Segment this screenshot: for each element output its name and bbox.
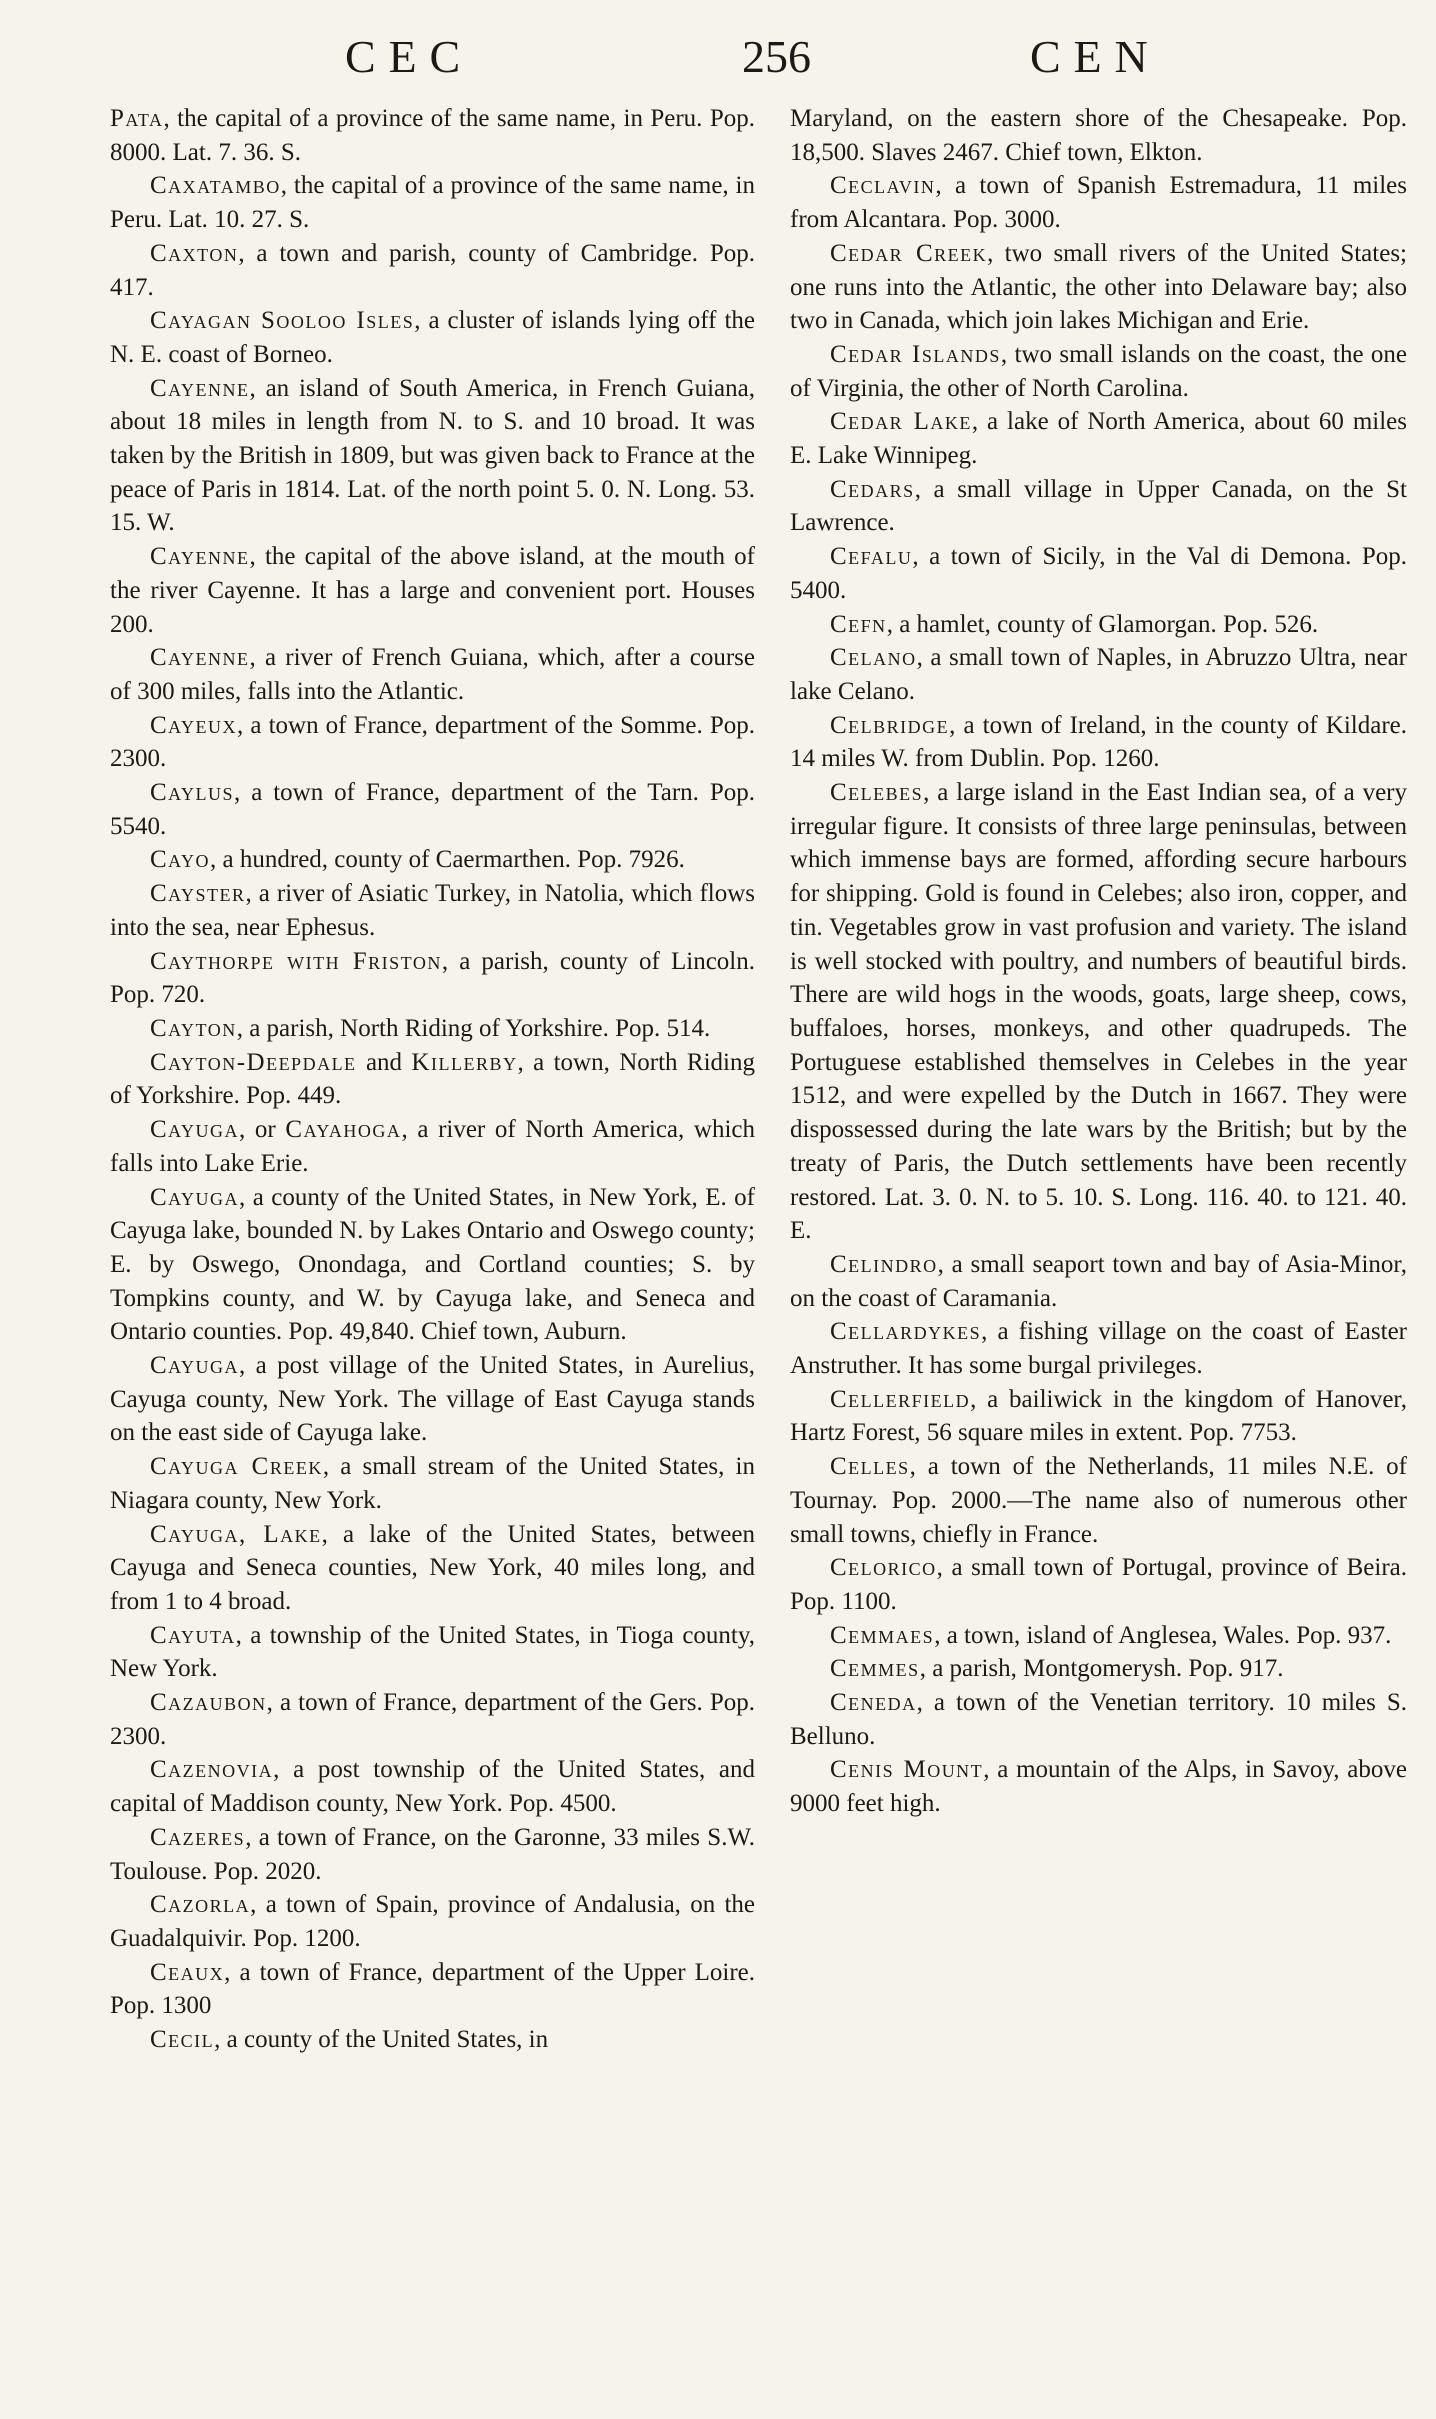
entry-text: , a small seaport town and bay of Asia-Minor, on the coast of Caramania. (790, 1250, 1407, 1312)
gazetteer-entry (110, 776, 755, 843)
gazetteer-entry (790, 641, 1407, 708)
gazetteer-entry (790, 237, 1407, 338)
entry-headword: Caxatambo (150, 172, 281, 200)
header-left-guide-word: CEC (345, 31, 474, 82)
entry-headword: Cayuga Creek (150, 1453, 323, 1481)
entry-text: Maryland, on the eastern shore of the Chesapeake. Pop. 18,500. Slaves 2467. Chief town, Elkton. (790, 105, 1407, 166)
entry-text: , a fishing village on the coast of Easter Anstruther. It has some burgal privileges. (790, 1318, 1407, 1380)
entry-text: , a town of France, department of the Tarn. Pop. 5540. (110, 779, 755, 840)
gazetteer-entry (110, 641, 755, 708)
entry-text: , a town of Spain, province of Andalusia, on the Guadalquivir. Pop. 1200. (110, 1891, 755, 1952)
entry-headword: Celindro (830, 1250, 938, 1278)
entry-headword: Cayuta (150, 1621, 236, 1649)
entry-headword: Cedar Creek (830, 239, 988, 267)
entry-headword: Cayton-Deepdale (150, 1048, 357, 1076)
gazetteer-entry (110, 169, 755, 236)
entry-headword: Celorico (830, 1554, 937, 1582)
entry-headword: Cecil (150, 2026, 215, 2054)
entry-headword: Cayster (150, 880, 246, 908)
entry-headword: Cellerfield (830, 1385, 971, 1413)
entry-headword: Cefalu (830, 543, 913, 571)
gazetteer-entry (110, 709, 755, 776)
entry-headword: Celles (830, 1453, 910, 1481)
entry-text: , a hamlet, county of Glamorgan. Pop. 526. (886, 610, 1319, 638)
entry-headword: Celebes (830, 779, 924, 807)
gazetteer-entry (790, 709, 1407, 776)
entry-headword: Celbridge (830, 711, 950, 739)
entry-text: , a town, island of Anglesea, Wales. Pop. 937. (934, 1621, 1392, 1649)
entry-text: , a town of the Venetian territory. 10 miles S. Belluno. (790, 1689, 1407, 1750)
entry-text: , a town of Sicily, in the Val di Demona. Pop. 5400. (790, 543, 1407, 604)
entry-headword: Cedars (830, 475, 915, 503)
gazetteer-entry (110, 1113, 755, 1180)
entry-text: , the capital of a province of the same name, in Peru. Pop. 8000. Lat. 7. 36. S. (110, 105, 755, 166)
entry-text: , a town and parish, county of Cambridge. Pop. 417. (110, 239, 755, 301)
entry-text: , a town of France, on the Garonne, 33 miles S.W. Toulouse. Pop. 2020. (110, 1823, 755, 1885)
gazetteer-entry (110, 945, 755, 1012)
entry-headword: Caylus (150, 779, 235, 807)
gazetteer-entry (110, 2023, 755, 2057)
entry-text: , a large island in the East Indian sea, of a very irregular figure. It consists of three large peninsulas, between which immense bays are formed, affording secure harbours for shipping. Gold is found in Celebes; also iron, copper, and tin. Vegetables grow in vast profusion and variety. The island is well stocked with poultry, and numbers of beautiful birds. There are wild hogs in the woods, goats, large sheep, cows, buffaloes, horses, monkeys, and other quadrupeds. The Portuguese established themselves in Celebes in the year 1512, and were expelled by the Dutch in 1667. They were dispossessed during the late wars by the British; but by the treaty of Paris, the Dutch settlements have been recently restored. Lat. 3. 0. N. to 5. 10. S. Long. 116. 40. to 121. 40. E. (790, 779, 1407, 1245)
entry-text: , a river of Asiatic Turkey, in Natolia, which flows into the sea, near Ephesus. (110, 880, 755, 941)
entry-text: , a parish, Montgomerysh. Pop. 917. (919, 1655, 1284, 1683)
entry-headword: Cellardykes (830, 1318, 982, 1346)
entry-text: , a bailiwick in the kingdom of Hanover, Hartz Forest, 56 square miles in extent. Pop. 7753. (790, 1385, 1407, 1447)
gazetteer-entry (110, 372, 755, 541)
gazetteer-entry (110, 237, 755, 304)
gazetteer-entry (790, 1652, 1407, 1686)
entry-text: , a parish, county of Lincoln. Pop. 720. (110, 947, 755, 1009)
gazetteer-entry (110, 1686, 755, 1753)
gazetteer-entry (790, 540, 1407, 607)
gazetteer-entry (110, 1349, 755, 1450)
entry-headword: Caxton (150, 239, 239, 267)
entry-headword: Celano (830, 644, 917, 672)
entry-headword: Cedar Lake (830, 408, 972, 436)
entry-text: , a hundred, county of Caermarthen. Pop. 7926. (210, 846, 685, 874)
entry-text: , the capital of a province of the same name, in Peru. Lat. 10. 27. S. (110, 172, 755, 234)
entry-headword: Ceneda (830, 1689, 917, 1717)
entry-headword: Cemmaes (830, 1621, 935, 1649)
entry-headword: Killerby (411, 1048, 518, 1076)
entry-text: and (356, 1048, 412, 1076)
left-column (110, 102, 755, 2057)
gazetteer-entry (110, 843, 755, 877)
gazetteer-entry (110, 1956, 755, 2023)
right-column (790, 102, 1407, 1821)
entry-text: , a cluster of islands lying off the N. E. coast of Borneo. (110, 307, 755, 368)
gazetteer-entry (790, 169, 1407, 236)
gazetteer-entry (110, 1450, 755, 1517)
gazetteer-entry (790, 1619, 1407, 1653)
entry-text: , a town, North Riding of Yorkshire. Pop. 449. (110, 1048, 755, 1110)
entry-text: , two small islands on the coast, the one of Virginia, the other of North Carolina. (790, 340, 1408, 402)
entry-text: , a lake of North America, about 60 miles E. Lake Winnipeg. (790, 408, 1407, 470)
entry-text: , a township of the United States, in Tioga county, New York. (110, 1621, 755, 1683)
entry-text: , a town of Ireland, in the county of Kildare. 14 miles W. from Dublin. Pop. 1260. (790, 711, 1407, 773)
gazetteer-entry (790, 1753, 1407, 1820)
gazetteer-entry (790, 102, 1407, 169)
gazetteer-entry (790, 1315, 1407, 1382)
gazetteer-entry (110, 304, 755, 371)
gazetteer-entry (790, 1450, 1407, 1551)
entry-headword: Cayenne (150, 644, 250, 672)
gazetteer-entry (790, 1551, 1407, 1618)
gazetteer-entry (110, 1619, 755, 1686)
entry-text: , a small village in Upper Canada, on the St Lawrence. (790, 475, 1407, 537)
entry-headword: Cayahoga (285, 1116, 402, 1144)
entry-headword: Cayagan Sooloo Isles (150, 307, 415, 335)
entry-headword: Cazenovia (150, 1756, 274, 1784)
entry-text: , a small stream of the United States, in Niagara county, New York. (110, 1453, 756, 1514)
entry-headword: Caythorpe with Friston (150, 947, 442, 975)
entry-headword: Pata (110, 105, 164, 132)
gazetteer-entry (110, 1888, 755, 1955)
entry-text: , a mountain of the Alps, in Savoy, above 9000 feet high. (790, 1756, 1407, 1818)
gazetteer-entry (110, 1012, 755, 1046)
entry-text: , the capital of the above island, at the mouth of the river Cayenne. It has a large and convenient port. Houses 200. (110, 543, 755, 638)
gazetteer-entry (110, 102, 755, 169)
entry-headword: Cayenne (150, 374, 250, 402)
entry-headword: Cayuga (150, 1116, 240, 1144)
header-right-guide-word: CEN (1030, 31, 1161, 82)
entry-text: , a post township of the United States, and capital of Maddison county, New York. Pop. 4500. (110, 1756, 755, 1818)
entry-headword: Cayuga (150, 1183, 240, 1211)
entry-headword: Cefn (830, 610, 887, 638)
entry-headword: Ceclavin (830, 172, 936, 200)
gazetteer-entry (790, 608, 1407, 642)
gazetteer-entry (110, 1518, 755, 1619)
entry-headword: Cayuga (150, 1352, 240, 1380)
gazetteer-entry (790, 1248, 1407, 1315)
entry-headword: Cenis Mount (830, 1756, 984, 1784)
entry-headword: Cayo (150, 846, 211, 874)
entry-headword: Ceaux (150, 1958, 225, 1986)
entry-headword: Cayeux (150, 711, 238, 739)
entry-text: , a river of North America, which falls into Lake Erie. (110, 1116, 756, 1177)
entry-text: , or (239, 1116, 286, 1144)
gazetteer-entry (110, 540, 755, 641)
entry-text: , two small rivers of the United States; one runs into the Atlantic, the other into Delaware bay; also two in Canada, which join lakes Michigan and Erie. (790, 239, 1407, 335)
gazetteer-entry (110, 1046, 755, 1113)
entry-text: , a small town of Naples, in Abruzzo Ultra, near lake Celano. (790, 644, 1407, 705)
entry-text: , a town of the Netherlands, 11 miles N.E. of Tournay. Pop. 2000.—The name also of numerous other small towns, chiefly in France. (790, 1453, 1407, 1548)
gazetteer-entry (790, 1383, 1407, 1450)
gazetteer-entry (790, 338, 1407, 405)
entry-text: , a river of French Guiana, which, after a course of 300 miles, falls into the Atlantic. (110, 644, 755, 705)
gazetteer-entry (790, 776, 1407, 1248)
entry-text: , a lake of the United States, between Cayuga and Seneca counties, New York, 40 miles long, and from 1 to 4 broad. (110, 1520, 755, 1615)
gazetteer-entry (790, 1686, 1407, 1753)
page-number: 256 (742, 31, 811, 82)
entry-headword: Cemmes (830, 1655, 920, 1683)
entry-text: , a post village of the United States, in Aurelius, Cayuga county, New York. The village of East Cayuga stands on the east side of Cayuga lake. (110, 1352, 755, 1447)
gazetteer-entry (110, 1753, 755, 1820)
entry-headword: Cazeres (150, 1823, 246, 1851)
entry-text: , a county of the United States, in (214, 2026, 549, 2054)
gazetteer-entry (110, 1821, 755, 1888)
entry-text: , a county of the United States, in New York, E. of Cayuga lake, bounded N. by Lakes Ontario and Oswego county; E. by Oswego, Onondaga, and Cortland counties; S. by Tompkins county, and W. by Cayuga lake, and Seneca and Ontario counties. Pop. 49,840. Chief town, Auburn. (110, 1183, 755, 1346)
entry-text: , a town of Spanish Estremadura, 11 miles from Alcantara. Pop. 3000. (790, 172, 1407, 234)
entry-headword: Cayenne (150, 543, 250, 571)
entry-headword: Cazorla (150, 1891, 251, 1919)
gazetteer-entry (790, 405, 1407, 472)
entry-headword: Cedar Islands (830, 340, 1001, 368)
entry-headword: Cazaubon (150, 1689, 267, 1717)
entry-text: , a town of France, department of the Gers. Pop. 2300. (110, 1689, 755, 1750)
entry-headword: Cayuga, Lake (150, 1520, 322, 1548)
gazetteer-entry (790, 473, 1407, 540)
entry-text: , an island of South America, in French Guiana, about 18 miles in length from N. to S. and 10 broad. It was taken by the British in 1809, but was given back to France at the peace of Paris in 1814. Lat. of the north point 5. 0. N. Long. 53. 15. W. (110, 374, 755, 537)
gazetteer-entry (110, 1181, 755, 1350)
entry-text: , a parish, North Riding of Yorkshire. Pop. 514. (236, 1014, 711, 1042)
entry-text: , a town of France, department of the Upper Loire. Pop. 1300 (110, 1958, 755, 2020)
entry-headword: Cayton (150, 1014, 237, 1042)
page-header (0, 30, 1436, 90)
entry-text: , a small town of Portugal, province of Beira. Pop. 1100. (790, 1554, 1407, 1615)
gazetteer-entry (110, 877, 755, 944)
entry-text: , a town of France, department of the Somme. Pop. 2300. (110, 711, 755, 773)
